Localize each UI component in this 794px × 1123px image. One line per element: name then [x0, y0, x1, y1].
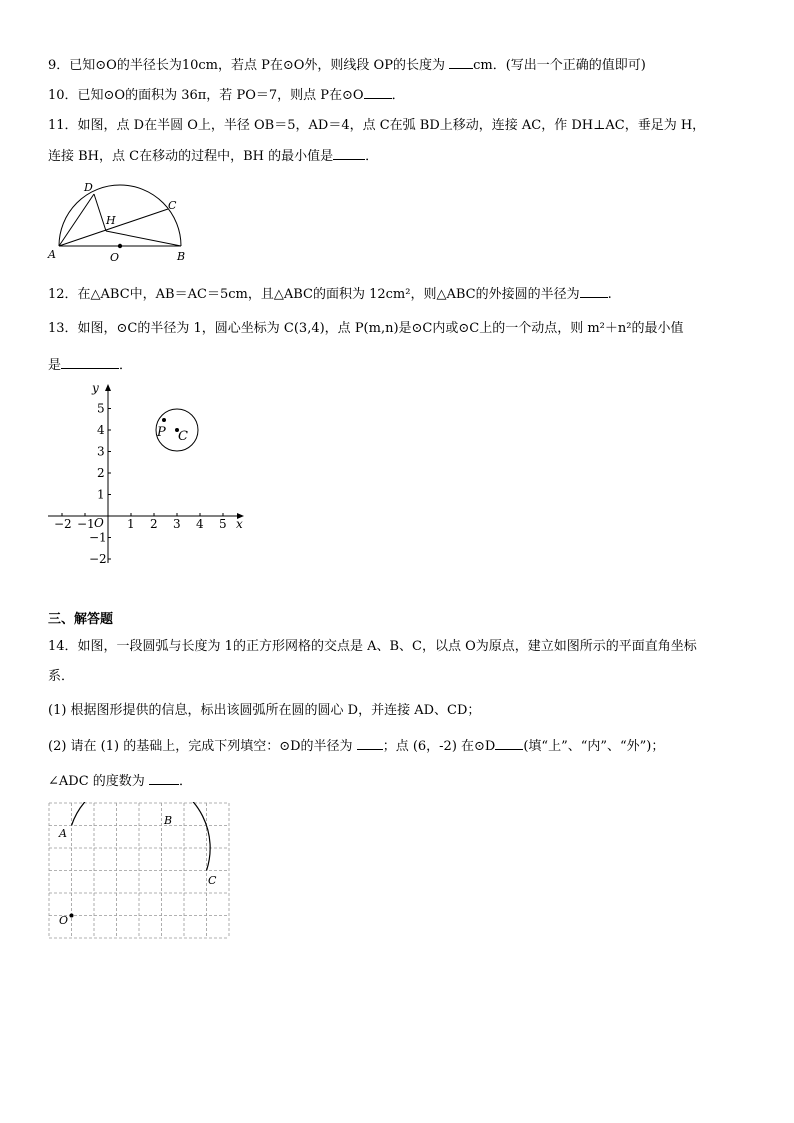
section-3-heading: 三、解答题	[48, 612, 114, 627]
q14-grid-figure	[48, 802, 232, 942]
question-9	[48, 56, 646, 75]
point-p-dot	[162, 418, 166, 422]
label-c2: C	[178, 429, 188, 444]
y-tick-label: 1	[97, 487, 105, 502]
q13-answer-blank[interactable]	[61, 356, 119, 369]
origin-label: O	[94, 516, 104, 530]
semicircle-arc	[59, 185, 181, 246]
y-tick-label: −2	[89, 552, 107, 566]
x-tick-label: 3	[173, 517, 181, 531]
q14-part2-b: ；点 (6，-2) 在⊙D	[382, 739, 496, 754]
x-tick-label: 4	[196, 517, 204, 531]
x-tick-label: 5	[219, 517, 227, 531]
q12-text-after: .	[607, 287, 612, 302]
question-11-line2	[48, 147, 378, 166]
y-tick-label: 2	[97, 466, 105, 480]
q14-angle-blank[interactable]	[149, 772, 179, 785]
question-14-part2	[48, 737, 664, 756]
label-c3: C	[208, 874, 217, 887]
q14-angle-text-after: ．	[178, 774, 192, 789]
q9-text: 9．已知⊙O的半径长为10cm，若点 P在⊙O外，则线段 OP的长度为	[48, 58, 445, 73]
q13-text: 是	[48, 358, 62, 373]
q10-text: 10．已知⊙O的面积为 36π，若 PO＝7，则点 P在⊙O	[48, 88, 364, 103]
x-tick-label: 2	[150, 517, 158, 531]
axis-ticks	[54, 402, 227, 567]
label-h: H	[106, 214, 116, 227]
x-tick-label: −1	[77, 517, 95, 531]
q14-position-blank[interactable]	[495, 737, 523, 750]
origin-o-dot	[70, 914, 74, 918]
label-b: B	[177, 250, 186, 263]
y-tick-label: 3	[97, 444, 105, 459]
label-d: D	[84, 181, 93, 194]
x-axis-label: x	[236, 517, 243, 531]
q14-part2-a: (2) 请在 (1) 的基础上，完成下列填空：⊙D的半径为	[48, 739, 353, 754]
q12-text: 12．在△ABC中，AB＝AC＝5cm，且△ABC的面积为 12cm²，则△ABC的外接圆的半径为	[48, 287, 580, 302]
question-14-line2: 系．	[48, 669, 75, 684]
y-tick-label: 5	[97, 401, 105, 416]
q11-text: 连接 BH，点 C在移动的过程中，BH 的最小值是	[48, 149, 334, 164]
question-14-part1: (1) 根据图形提供的信息，标出该圆弧所在圆的圆心 D，并连接 AD、CD；	[48, 703, 481, 718]
y-tick-label: 4	[97, 423, 105, 437]
y-axis-arrow	[105, 384, 111, 391]
q10-answer-blank[interactable]	[364, 86, 392, 99]
q9-answer-blank[interactable]	[449, 56, 473, 69]
y-tick-label: −1	[89, 530, 107, 545]
label-b3: B	[164, 814, 173, 827]
label-a3: A	[59, 827, 67, 840]
q10-text-after: ．	[391, 88, 405, 103]
center-o-dot	[118, 244, 122, 248]
question-14-line1: 14．如图，一段圆弧与长度为 1的正方形网格的交点是 A、B、C，以点 O为原点，建立如图所示的平面直角坐标	[48, 639, 697, 654]
question-14-part2-line2	[48, 772, 192, 791]
label-c: C	[168, 199, 177, 212]
question-13-line1: 13．如图，⊙C的半径为 1，圆心坐标为 C(3,4)，点 P(m,n)是⊙C内或⊙C上的一个动点，则 m²＋n²的最小值	[48, 321, 684, 336]
q12-answer-blank[interactable]	[580, 285, 608, 298]
q11-text-after: ．	[365, 149, 379, 164]
grid-lines	[49, 803, 229, 938]
question-13-line2	[48, 356, 132, 375]
q11-semicircle-figure	[44, 176, 194, 266]
label-p: P	[157, 425, 166, 440]
x-tick-label: −2	[54, 517, 72, 531]
y-axis-label: y	[92, 381, 99, 395]
question-11-line1: 11．如图，点 D在半圆 O上，半径 OB＝5，AD＝4，点 C在弧 BD上移动，连接 AC，作 DH⊥AC，垂足为 H，	[48, 118, 706, 133]
segment-bh	[106, 231, 181, 246]
question-12	[48, 285, 612, 304]
label-a: A	[48, 248, 56, 261]
q14-part2-c: (填“上”、“内”、“外”)；	[523, 739, 665, 754]
segment-dh	[94, 194, 106, 231]
q13-text-after: ．	[119, 358, 133, 373]
q14-radius-blank[interactable]	[357, 737, 383, 750]
q9-text-after: cm．(写出一个正确的值即可)	[473, 58, 646, 73]
q14-angle-text: ∠ADC 的度数为	[48, 774, 145, 789]
arc-abc	[72, 802, 211, 871]
label-o3: O	[59, 914, 69, 927]
label-o: O	[110, 251, 120, 264]
question-10	[48, 86, 405, 105]
q13-coordinate-figure	[44, 378, 254, 568]
q11-answer-blank[interactable]	[333, 147, 365, 160]
x-tick-label: 1	[127, 517, 135, 531]
